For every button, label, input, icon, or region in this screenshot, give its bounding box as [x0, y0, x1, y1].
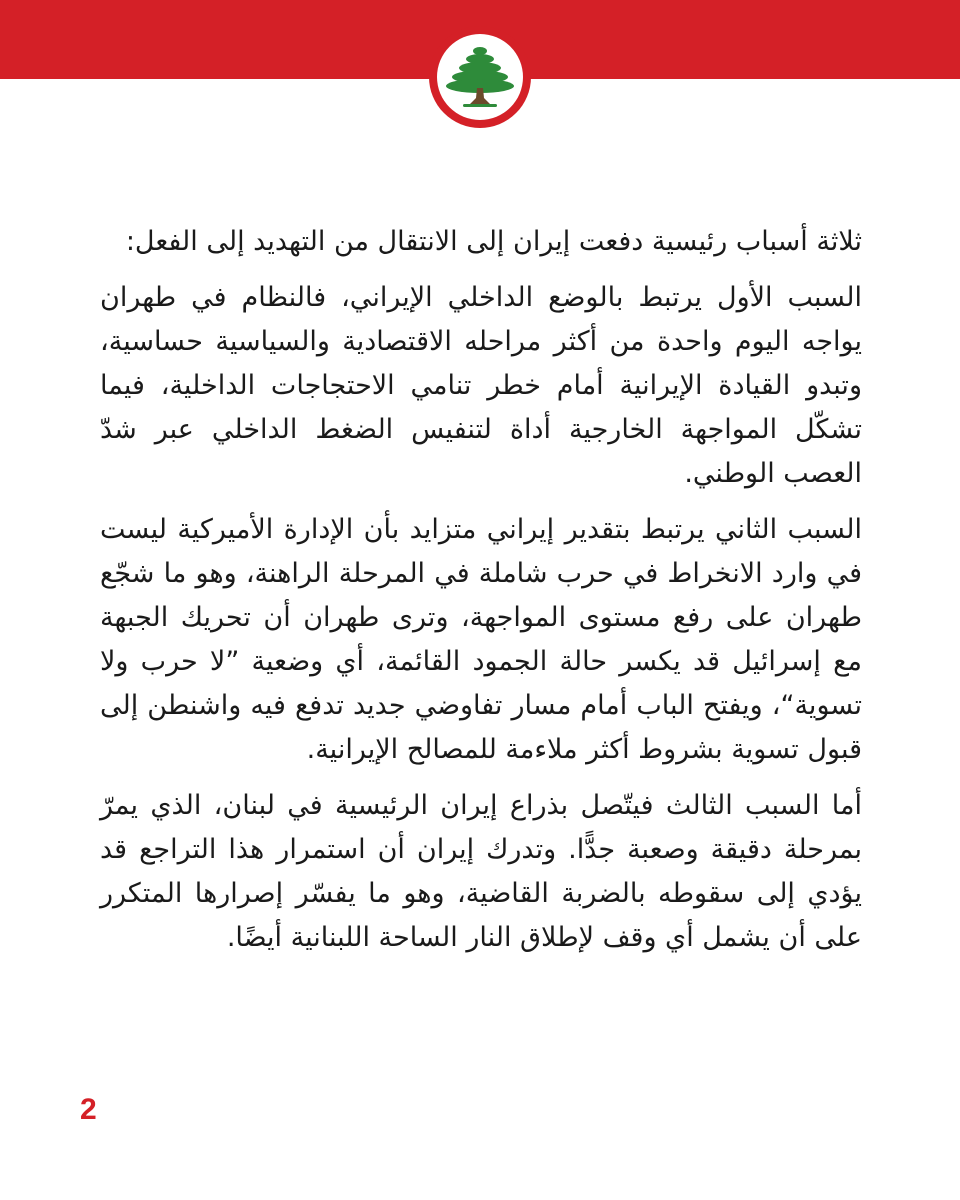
cedar-tree-icon	[437, 34, 523, 120]
article-body	[100, 220, 862, 972]
logo-white-circle	[437, 34, 523, 120]
page-number: 2	[80, 1093, 97, 1126]
logo-emblem	[429, 26, 531, 128]
second-reason-paragraph: السبب الثاني يرتبط بتقدير إيراني متزايد بأن الإدارة الأميركية ليست في وارد الانخراط في حرب شاملة في المرحلة الراهنة، وهو ما شجّع طهران على رفع مستوى المواجهة، وترى طهران أن تحريك الجبهة مع إسرائيل قد يكسر حالة الجمود القائمة، أي وضعية ”لا حرب ولا تسوية“، ويفتح الباب أمام مسار تفاوضي جديد تدفع فيه واشنطن إلى قبول تسوية بشروط أكثر ملاءمة للمصالح الإيرانية.	[100, 514, 862, 765]
first-reason-paragraph: السبب الأول يرتبط بالوضع الداخلي الإيراني، فالنظام في طهران يواجه اليوم واحدة من أكثر مراحله الاقتصادية والسياسية حساسية، وتبدو القيادة الإيرانية أمام خطر تنامي الاحتجاجات الداخلية، فيما تشكّل المواجهة الخارجية أداة لتنفيس الضغط الداخلي عبر شدّ العصب الوطني.	[100, 282, 862, 489]
third-reason-paragraph: أما السبب الثالث فيتّصل بذراع إيران الرئيسية في لبنان، الذي يمرّ بمرحلة دقيقة وصعبة جدًّا. وتدرك إيران أن استمرار هذا التراجع قد يؤدي إلى سقوطه بالضربة القاضية، وهو ما يفسّر إصرارها المتكرر على أن يشمل أي وقف لإطلاق النار الساحة اللبنانية أيضًا.	[100, 790, 862, 953]
intro-paragraph: ثلاثة أسباب رئيسية دفعت إيران إلى الانتقال من التهديد إلى الفعل:	[125, 226, 862, 257]
